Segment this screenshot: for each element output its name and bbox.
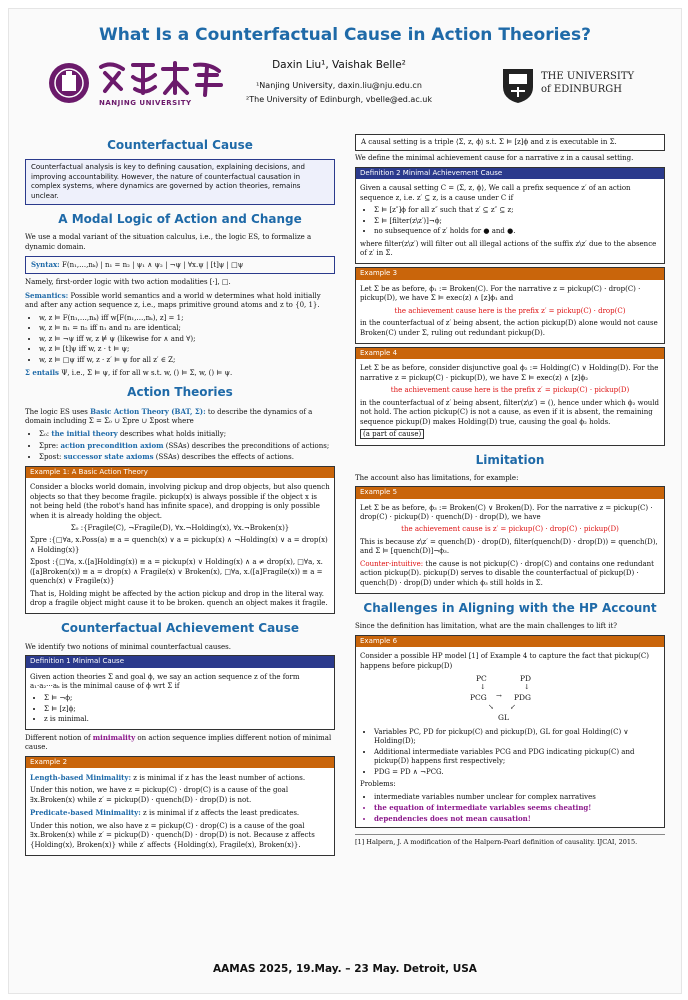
edinburgh-logo-line1: THE UNIVERSITY bbox=[541, 71, 635, 82]
ex6-list bbox=[360, 728, 660, 777]
example-5-box bbox=[355, 486, 665, 594]
list-item: • w, z ⊨ ¬ψ iff w, z ⊭ ψ (likewise for ∧ and ∀); bbox=[39, 335, 335, 344]
modal-paragraph: We use a modal variant of the situation calculus, i.e., the logic ES, to formalize a dynamic domain. bbox=[25, 233, 312, 251]
modal-paragraph-2: Namely, first-order logic with two action modalities [·], □. bbox=[25, 278, 231, 287]
example-6-title: Example 6 bbox=[356, 636, 664, 647]
at-keyword: action precondition axiom bbox=[60, 440, 164, 450]
syntax-box bbox=[25, 256, 335, 274]
section-heading-counterfactual-cause: Counterfactual Cause bbox=[107, 138, 253, 152]
semantics-label: Semantics: bbox=[25, 290, 69, 300]
arrow-down-right-icon: ↘ bbox=[488, 703, 494, 711]
section-heading-modal-logic: A Modal Logic of Action and Change bbox=[58, 211, 302, 226]
at-text-b: to describe the dynamics of a domain including Σ = Σ₀ ∪ Σpre ∪ Σpost where bbox=[25, 407, 313, 425]
example-4-title: Example 4 bbox=[356, 348, 664, 359]
semantics-paragraph bbox=[25, 291, 335, 311]
counter-intuitive-label: Counter-intuitive: bbox=[360, 559, 424, 568]
authors: Daxin Liu¹, Vaishak Belle² bbox=[272, 59, 406, 71]
syntax-text: F(n₁,…,nₖ) | n₁ = n₂ | ψ₁ ∧ ψ₂ | ¬ψ | ∀x.ψ | [t]ψ | □ψ bbox=[61, 261, 244, 269]
def1-list bbox=[30, 694, 330, 724]
section-heading-limitation: Limitation bbox=[475, 452, 545, 467]
section-heading-cac: Counterfactual Achievement Cause bbox=[60, 621, 299, 636]
ex1-formula-2: Σpre :{□∀a, x.Poss(a) ≡ a = quench(x) ∨ a = pickup(x) ∧ ¬Holding(x) ∨ a = drop(x) ∧ Holding(x)} bbox=[30, 536, 328, 554]
ex2-length bbox=[30, 773, 330, 783]
ex4-highlight: the achievement cause here is the prefix z′ = pickup(C) · pickup(D) bbox=[390, 386, 630, 395]
example-5-title: Example 5 bbox=[356, 487, 664, 498]
ex4-tag-text: (a part of cause) bbox=[360, 429, 424, 439]
list-item: • Σ ⊨ ¬ϕ; bbox=[44, 694, 330, 703]
list-item bbox=[39, 429, 335, 439]
arrow-down-left-icon: ↙ bbox=[510, 703, 516, 711]
example-5-body bbox=[356, 499, 664, 594]
list-item: • Σ ⊨ [z]ϕ; bbox=[44, 705, 330, 714]
example-3-title: Example 3 bbox=[356, 268, 664, 279]
ex2-predicate-para: Under this notion, we also have z = pickup(C) · drop(C) is a cause of the goal ∃x.Broken(x) while z′ = pickup(D) · quench(D) · drop(D) is not. Because z affects {Holding(x), Broken(x)} while z′ affects {Holding(x), Fragile(x), Broken(x)}. bbox=[30, 821, 315, 849]
list-item: • Σ ⊨ [filter(z\z′)]¬ϕ; bbox=[374, 217, 660, 226]
ex3-paragraph-2: in the counterfactual of z′ being absent, the action pickup(D) alone would not cause Broken(C) under Σ, ruling out redundant pickup(D). bbox=[360, 319, 658, 337]
ex4-paragraph: Let Σ be as before, consider disjunctive goal ϕ₂ := Holding(C) ∨ Holding(D). For the narrative z = pickup(C) · pickup(D), we have Σ ⊨ exec(z) ∧ [z]ϕ₂ bbox=[360, 364, 659, 382]
limitation-paragraph: The account also has limitations, for example: bbox=[355, 473, 519, 482]
graph-node-gl: GL bbox=[498, 713, 509, 722]
list-item bbox=[39, 452, 335, 462]
predicate-text: z is minimal if z affects the least predicates. bbox=[143, 809, 300, 818]
bat-keyword: Basic Action Theory (BAT, Σ): bbox=[90, 406, 206, 416]
ex4-paragraph-2: in the counterfactual of z′ being absent, filter(z\z′) = (), hence under which ϕ₂ would not hold. The action pickup(C) is not a cause, as even if it is absent, the remaining sequence pickup(D) makes Holding(D) true, causing the goal ϕ₂ holds. bbox=[360, 398, 660, 426]
ex1-formula-3: Σpost :{□∀a, x.([a]Holding(x)) ≡ a = pickup(x) ∨ Holding(x) ∧ a ≠ drop(x), □∀a, x.([a]Broken(x)) ≡ a = drop(x) ∧ Fragile(x) ∨ Broken(x), □∀a, x.([a]Fragile(x)) ≡ a = quench(x) ∨ Fragile(x)} bbox=[30, 558, 323, 586]
counter-intuitive-text: the cause is not pickup(C) · drop(C) and contains one redundant action pickup(D). pickup(D) serves to disable the counterfactual of pickup(D) · quench(D) · drop(D) under which ϕ₃ still holds in Σ. bbox=[360, 559, 654, 587]
example-4-body bbox=[356, 359, 664, 444]
nju-seal-icon bbox=[47, 61, 91, 105]
intro-box: Counterfactual analysis is key to defining causation, explaining decisions, and improving accountability. However, the nature of counterfactual causation in complex systems, where dynamics are governed by action theories, remains unclear. bbox=[25, 159, 335, 205]
ex6-paragraph: Consider a possible HP model [1] of Example 4 to capture the fact that pickup(C) happens before pickup(D) bbox=[360, 652, 649, 670]
length-text: z is minimal if z has the least number of actions. bbox=[133, 774, 306, 782]
affiliation-2: ²The University of Edinburgh, vbelle@ed.ac.uk bbox=[246, 95, 432, 104]
poster-title: What Is a Counterfactual Cause in Action Theories? bbox=[99, 25, 591, 45]
at-list bbox=[25, 429, 335, 462]
arrow-down-icon: ↓ bbox=[480, 683, 486, 691]
cac-paragraph: We identify two notions of minimal counterfactual causes. bbox=[25, 642, 231, 651]
semantics-list bbox=[25, 314, 335, 365]
ex2-length-para: Under this notion, we have z = pickup(C) · drop(C) is a cause of the goal ∃x.Broken(x) while z′ = pickup(D) · quench(D) · drop(D) is not. bbox=[30, 786, 289, 804]
example-4-box bbox=[355, 347, 665, 446]
ex5-paragraph-2: This is because z\z′ = quench(D) · drop(D), filter(quench(D) · drop(D)) = quench(D), and Σ ⊨ [quench(D)]¬ϕ₃. bbox=[360, 537, 658, 556]
example-1-body bbox=[26, 478, 334, 613]
definition-1-body bbox=[26, 668, 334, 729]
arrow-down-icon: ↓ bbox=[524, 683, 530, 691]
ex1-paragraph: Consider a blocks world domain, involving pickup and drop objects, but also quench objects so that they become fragile. pickup(x) is always possible if the object x is not being held (the robot's hand has infinite space), and dropping is only possible when it is already holding the object. bbox=[30, 483, 330, 520]
def2-list bbox=[360, 206, 660, 236]
at-desc: (SSAs) describes the preconditions of actions; bbox=[165, 441, 330, 450]
poster bbox=[8, 8, 682, 994]
at-text-a: The logic ES uses bbox=[25, 407, 88, 416]
ex1-formula-1: Σ₀ :{Fragile(C), ¬Fragile(D), ∀x.¬Holding(x), ∀x.¬Broken(x)} bbox=[70, 523, 290, 532]
definition-2-title: Definition 2 Minimal Achievement Cause bbox=[356, 168, 664, 179]
semantics-text: Possible world semantics and a world w determines what hold initially and after any action sequence z, i.e., maps primitive ground atoms and z to {0, 1}. bbox=[25, 291, 321, 310]
graph-node-pdg: PDG bbox=[514, 693, 532, 702]
section-heading-challenges: Challenges in Aligning with the HP Account bbox=[363, 601, 657, 616]
list-item: • the equation of intermediate variables seems cheating! bbox=[374, 803, 660, 812]
list-item: • w, z ⊨ □ψ iff w, z · z′ ⊨ ψ for all z′ ∈ Z; bbox=[39, 356, 335, 365]
edinburgh-crest-icon bbox=[501, 65, 535, 105]
graph-node-pc: PC bbox=[476, 674, 487, 683]
graph-node-pcg: PCG bbox=[470, 693, 487, 702]
entails-label: Σ entails bbox=[25, 367, 59, 377]
example-3-box bbox=[355, 267, 665, 344]
causal-graph bbox=[360, 674, 660, 726]
ex3-highlight: the achievement cause here is the prefix z′ = pickup(C) · drop(C) bbox=[394, 306, 626, 315]
list-item: • w, z ⊨ n₁ = n₂ iff n₁ and n₂ are identical; bbox=[39, 324, 335, 333]
graph-node-pd: PD bbox=[520, 674, 532, 683]
entails-text: Ψ, i.e., Σ ⊨ ψ, if for all w s.t. w, () ⊨ Σ, w, () ⊨ ψ. bbox=[61, 368, 233, 377]
cac-text-a: Different notion of bbox=[25, 733, 91, 742]
edinburgh-logo-line2: of EDINBURGH bbox=[541, 84, 622, 95]
example-1-box bbox=[25, 466, 335, 615]
action-theories-paragraph bbox=[25, 407, 335, 427]
entails-paragraph bbox=[25, 368, 335, 378]
def2-paragraph: Given a causal setting C = ⟨Σ, z, ϕ⟩, We call a prefix sequence z′ of an action sequence z, i.e. z′ ⊆ z, is a cause under C if bbox=[360, 184, 631, 202]
definition-2-body bbox=[356, 179, 664, 263]
list-item: • dependencies does not mean causation! bbox=[374, 814, 660, 823]
def2-paragraph-2: where filter(z\z′) will filter out all illegal actions of the suffix z\z′ due to the absence of z′ in Σ. bbox=[360, 239, 657, 257]
section-heading-action-theories: Action Theories bbox=[127, 385, 233, 400]
example-2-title: Example 2 bbox=[26, 757, 334, 768]
predicate-label: Predicate-based Minimality: bbox=[30, 808, 141, 818]
list-item: • no subsequence of z′ holds for ● and ●. bbox=[374, 227, 660, 236]
problems-label: Problems: bbox=[360, 780, 396, 789]
example-6-box bbox=[355, 635, 665, 828]
minimality-keyword: minimality bbox=[92, 732, 136, 742]
list-item: • Variables PC, PD for pickup(C) and pickup(D), GL for goal Holding(C) ∨ Holding(D); bbox=[374, 728, 660, 747]
at-symbol: Σ₀: bbox=[39, 430, 50, 439]
ex5-counter-intuitive bbox=[360, 560, 660, 588]
ex2-predicate bbox=[30, 808, 330, 818]
definition-2-box bbox=[355, 167, 665, 265]
cac-paragraph-2 bbox=[25, 733, 335, 753]
list-item: • Σ ⊨ [z″]ϕ for all z″ such that z′ ⊆ z″ ⊆ z; bbox=[374, 206, 660, 215]
at-symbol: Σpre: bbox=[39, 441, 59, 450]
length-label: Length-based Minimality: bbox=[30, 773, 132, 782]
right-column bbox=[355, 131, 665, 847]
ex5-paragraph: Let Σ be as before, ϕ₃ := Broken(C) ∨ Broken(D). For the narrative z = pickup(C) · drop(C) · pickup(D) · quench(D) · drop(D), we have bbox=[360, 503, 653, 521]
example-3-body bbox=[356, 280, 664, 343]
nju-logo-subtitle: NANJING UNIVERSITY bbox=[99, 99, 192, 107]
list-item: • intermediate variables number unclear for complex narratives bbox=[374, 793, 660, 802]
arrow-right-icon: → bbox=[496, 692, 502, 700]
affiliation-1: ¹Nanjing University, daxin.liu@nju.edu.cn bbox=[256, 81, 422, 90]
example-6-body bbox=[356, 647, 664, 827]
ex1-paragraph-2: That is, Holding might be affected by the action pickup and drop in the literal way. drop a fragile object might cause it to be broken. quench an object makes it fragile. bbox=[30, 589, 328, 607]
example-2-body bbox=[26, 768, 334, 855]
left-column bbox=[25, 131, 335, 859]
ex3-paragraph: Let Σ be as before, ϕ₁ := Broken(C). For the narrative z = pickup(C) · drop(C) · pickup(D), we have Σ ⊨ exec(z) ∧ [z]ϕ₁ and bbox=[360, 284, 641, 303]
challenges-paragraph: Since the definition has limitation, what are the main challenges to lift it? bbox=[355, 622, 618, 631]
causal-setting-box: A causal setting is a triple ⟨Σ, z, ϕ⟩ s.t. Σ ⊨ [z]ϕ and z is executable in Σ. bbox=[355, 134, 665, 151]
example-1-title: Example 1: A Basic Action Theory bbox=[26, 467, 334, 478]
syntax-label: Syntax: bbox=[31, 260, 60, 269]
definition-1-box bbox=[25, 655, 335, 730]
edinburgh-university-logo bbox=[501, 61, 661, 111]
at-desc: (SSAs) describes the effects of actions. bbox=[155, 453, 294, 462]
def1-paragraph: Given action theories Σ and goal ϕ, we say an action sequence z of the form a₁·a₂···aₖ is the minimal cause of ϕ wrt Σ if bbox=[30, 672, 300, 690]
cac-text-b: on action sequence implies different notion of minimal cause. bbox=[25, 733, 332, 752]
at-desc: describes what holds initially; bbox=[119, 430, 227, 439]
conference-footer: AAMAS 2025, 19.May. – 23 May. Detroit, USA bbox=[213, 963, 477, 975]
at-symbol: Σpost: bbox=[39, 453, 62, 462]
ex5-highlight: the achievement cause is z′ = pickup(C) · drop(C) · pickup(D) bbox=[401, 525, 619, 534]
at-keyword: successor state axioms bbox=[63, 452, 154, 462]
problems-list bbox=[360, 793, 660, 823]
list-item: • PDG = PD ∧ ¬PCG. bbox=[374, 768, 660, 777]
list-item: • w, z ⊨ F(n₁,…,nₖ) iff w[F(n₁,…,nₖ), z] = 1; bbox=[39, 314, 335, 323]
list-item bbox=[39, 441, 335, 451]
list-item: • Additional intermediate variables PCG and PDG indicating pickup(C) and pickup(D) happens first respectively; bbox=[374, 748, 660, 767]
definition-1-title: Definition 1 Minimal Cause bbox=[26, 656, 334, 667]
list-item: • z is minimal. bbox=[44, 715, 330, 724]
ex4-tag bbox=[360, 430, 660, 439]
example-2-box bbox=[25, 756, 335, 857]
define-line: We define the minimal achievement cause for a narrative z in a causal setting. bbox=[355, 154, 634, 163]
reference: [1] Halpern, J. A modification of the Halpern-Pearl definition of causality. IJCAI, 2015. bbox=[355, 834, 665, 847]
at-keyword: the initial theory bbox=[51, 429, 118, 439]
list-item: • w, z ⊨ [t]ψ iff w, z · t ⊨ ψ; bbox=[39, 345, 335, 354]
